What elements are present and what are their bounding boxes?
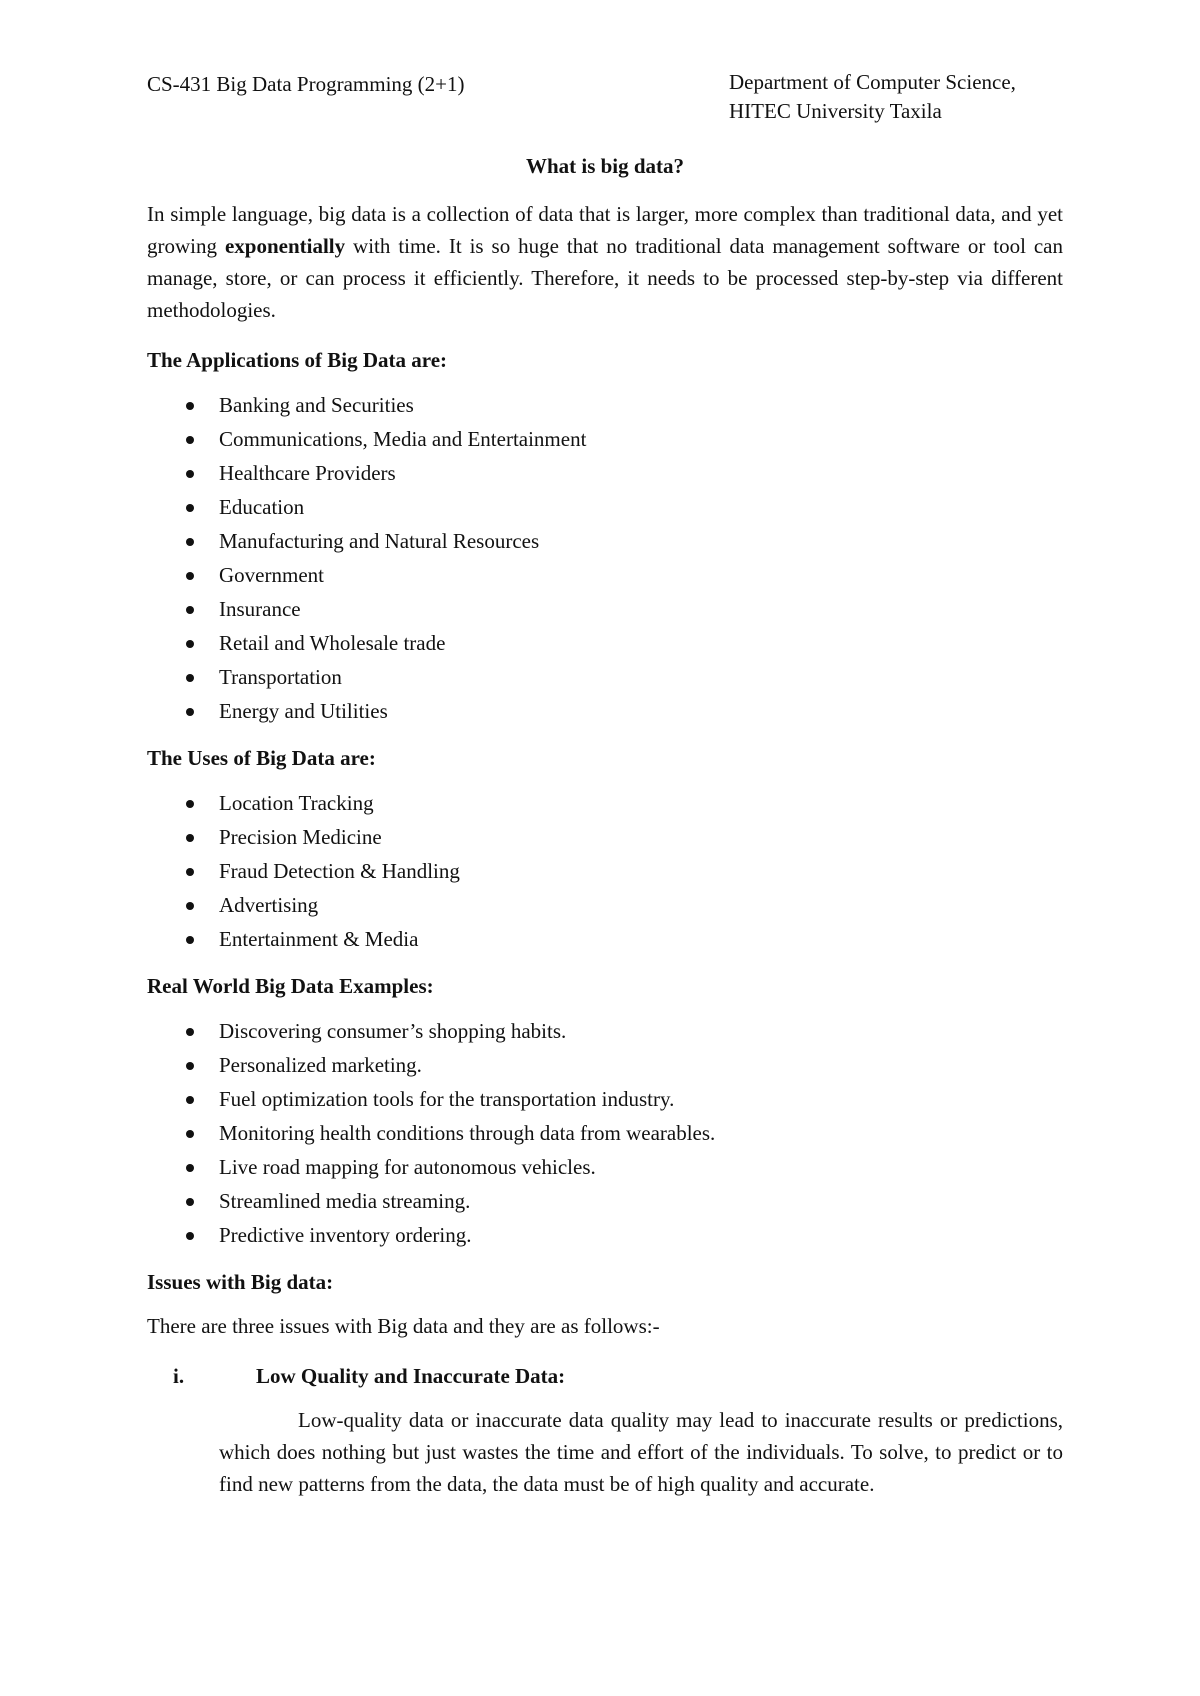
- bullet-icon: [186, 868, 194, 876]
- list-item: [147, 1184, 1063, 1218]
- list-item: [147, 1048, 1063, 1082]
- list-item-text: Live road mapping for autonomous vehicles.: [219, 1155, 596, 1179]
- list-item: [147, 592, 1063, 626]
- list-item-text: Energy and Utilities: [219, 699, 388, 723]
- bullet-icon: [186, 1062, 194, 1070]
- list-item-text: Discovering consumer’s shopping habits.: [219, 1019, 567, 1043]
- department-line-1: Department of Computer Science,: [729, 70, 1016, 94]
- bullet-icon: [186, 1232, 194, 1240]
- bullet-icon: [186, 470, 194, 478]
- page-header: [147, 68, 1063, 128]
- intro-bold-word: exponentially: [224, 234, 346, 258]
- list-item-text: Manufacturing and Natural Resources: [219, 529, 540, 553]
- bullet-icon: [186, 708, 194, 716]
- issues-heading: Issues with Big data:: [147, 1270, 334, 1294]
- bullet-icon: [186, 1198, 194, 1206]
- list-item-text: Banking and Securities: [219, 393, 414, 417]
- list-item-text: Personalized marketing.: [219, 1053, 422, 1077]
- bullet-icon: [186, 1130, 194, 1138]
- intro-paragraph: [147, 198, 1063, 326]
- list-item: [147, 694, 1063, 728]
- bullet-icon: [186, 674, 194, 682]
- list-item-text: Insurance: [219, 597, 301, 621]
- list-item: [147, 1014, 1063, 1048]
- applications-heading: The Applications of Big Data are:: [147, 348, 448, 372]
- list-item: [147, 490, 1063, 524]
- list-item: [147, 456, 1063, 490]
- list-item: [147, 854, 1063, 888]
- list-item-text: Advertising: [219, 893, 319, 917]
- list-item: [147, 786, 1063, 820]
- bullet-icon: [186, 834, 194, 842]
- list-item-text: Monitoring health conditions through data from wearables.: [219, 1121, 716, 1145]
- intro-text-2: with time. It is so huge that no traditional data management software or tool can manage, store, or can process it efficiently. Therefore, it needs to be processed step-by-step via different methodologies.: [147, 234, 1063, 322]
- examples-heading: Real World Big Data Examples:: [147, 974, 434, 998]
- bullet-icon: [186, 504, 194, 512]
- applications-list: [147, 388, 1063, 728]
- intro-text-1: In simple language, big data is a collection of data that is larger, more complex than traditional data, and yet growing: [147, 202, 1063, 258]
- examples-list: [147, 1014, 1063, 1252]
- list-item-text: Government: [219, 563, 324, 587]
- bullet-icon: [186, 538, 194, 546]
- bullet-icon: [186, 1028, 194, 1036]
- list-item: [147, 1218, 1063, 1252]
- department-info: [729, 68, 1016, 126]
- issue-item-1: [147, 1360, 1063, 1394]
- bullet-icon: [186, 402, 194, 410]
- list-item: [147, 558, 1063, 592]
- list-item-text: Precision Medicine: [219, 825, 382, 849]
- uses-heading: The Uses of Big Data are:: [147, 746, 376, 770]
- list-item: [147, 1082, 1063, 1116]
- list-item-text: Location Tracking: [219, 791, 374, 815]
- list-item-text: Fraud Detection & Handling: [219, 859, 460, 883]
- list-item-text: Transportation: [219, 665, 342, 689]
- list-item: [147, 524, 1063, 558]
- list-item: [147, 626, 1063, 660]
- list-item-text: Retail and Wholesale trade: [219, 631, 446, 655]
- bullet-icon: [186, 640, 194, 648]
- issue-number: i.: [173, 1364, 185, 1388]
- document-title: What is big data?: [525, 154, 685, 178]
- list-item-text: Healthcare Providers: [219, 461, 396, 485]
- bullet-icon: [186, 936, 194, 944]
- list-item: [147, 1150, 1063, 1184]
- list-item: [147, 820, 1063, 854]
- list-item-text: Streamlined media streaming.: [219, 1189, 471, 1213]
- list-item: [147, 388, 1063, 422]
- department-line-2: HITEC University Taxila: [729, 99, 942, 123]
- list-item: [147, 422, 1063, 456]
- course-title: CS-431 Big Data Programming (2+1): [147, 72, 465, 96]
- bullet-icon: [186, 572, 194, 580]
- issue-description: Low-quality data or inaccurate data quality may lead to inaccurate results or predictions, which does nothing but just wastes the time and effort of the individuals. To solve, to predict or to find new patterns from the data, the data must be of high quality and accurate.: [219, 1408, 1063, 1496]
- bullet-icon: [186, 436, 194, 444]
- document-page: [147, 68, 1063, 1518]
- bullet-icon: [186, 606, 194, 614]
- issues-intro: There are three issues with Big data and they are as follows:-: [147, 1314, 660, 1338]
- list-item-text: Education: [219, 495, 305, 519]
- list-item: [147, 922, 1063, 956]
- list-item-text: Fuel optimization tools for the transportation industry.: [219, 1087, 675, 1111]
- list-item-text: Predictive inventory ordering.: [219, 1223, 472, 1247]
- bullet-icon: [186, 1164, 194, 1172]
- list-item-text: Entertainment & Media: [219, 927, 419, 951]
- bullet-icon: [186, 1096, 194, 1104]
- list-item: [147, 1116, 1063, 1150]
- list-item: [147, 660, 1063, 694]
- list-item-text: Communications, Media and Entertainment: [219, 427, 587, 451]
- issue-title: Low Quality and Inaccurate Data:: [256, 1364, 566, 1388]
- bullet-icon: [186, 800, 194, 808]
- list-item: [147, 888, 1063, 922]
- bullet-icon: [186, 902, 194, 910]
- uses-list: [147, 786, 1063, 956]
